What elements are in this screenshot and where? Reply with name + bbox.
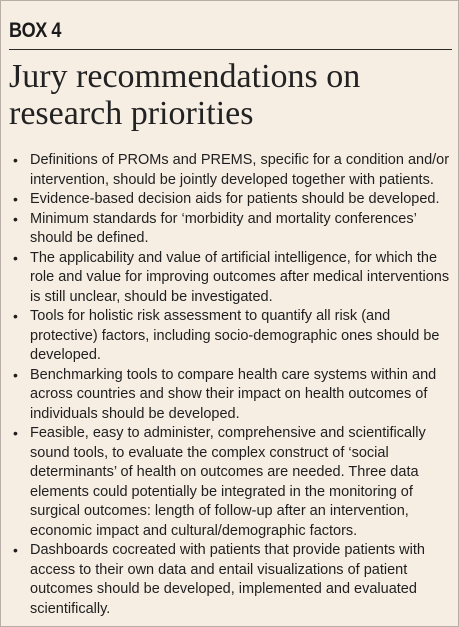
list-item-text: Feasible, easy to administer, comprehensive and scientifically sound tools, to evaluate the complex construct of ‘social determinants’ of health on outcomes are needed. Three data elements could potentially be integrated in the monitoring of surgical outcomes: length of follow-up after an intervention, economic impact and cultural/demographic factors. xyxy=(30,425,426,539)
list-item-text: Definitions of PROMs and PREMS, specific for a condition and/or intervention, should be jointly developed together with patients. xyxy=(30,152,450,188)
list-item-text: Evidence-based decision aids for patients should be developed. xyxy=(30,191,440,207)
bullet-icon: • xyxy=(13,152,18,168)
bullet-icon: • xyxy=(13,308,18,324)
list-item-text: Minimum standards for ‘morbidity and mortality conferences’ should be defined. xyxy=(30,210,417,246)
recommendations-list xyxy=(13,151,451,619)
list-item xyxy=(13,249,451,308)
bullet-icon: • xyxy=(13,249,18,266)
header-divider xyxy=(9,49,452,50)
list-item xyxy=(13,190,451,210)
list-item-text: Tools for holistic risk assessment to quantify all risk (and protective) factors, including socio-demographic ones should be developed. xyxy=(30,308,440,363)
list-item-text: Benchmarking tools to compare health care systems within and across countries and show their impact on health outcomes of individuals should be developed. xyxy=(30,366,437,422)
list-item-text: Dashboards cocreated with patients that provide patients with access to their own data and entail visualizations of patient outcomes should be developed, implemented and evaluated scientifically. xyxy=(30,542,425,617)
list-item xyxy=(13,210,451,249)
list-item-text: The applicability and value of artificial intelligence, for which the role and value for improving outcomes after medical interventions is still unclear, should be investigated. xyxy=(30,249,450,305)
bullet-icon: • xyxy=(13,191,18,207)
box-title: Jury recommendations on research priorities xyxy=(9,58,361,132)
bullet-icon: • xyxy=(13,366,18,383)
bullet-icon: • xyxy=(13,542,18,558)
bullet-icon: • xyxy=(13,210,18,227)
list-item xyxy=(13,307,451,366)
list-item xyxy=(13,424,451,541)
list-item xyxy=(13,151,451,190)
list-item xyxy=(13,366,451,425)
list-item xyxy=(13,541,451,619)
bullet-icon: • xyxy=(13,425,18,441)
box-label: BOX 4 xyxy=(9,19,62,42)
